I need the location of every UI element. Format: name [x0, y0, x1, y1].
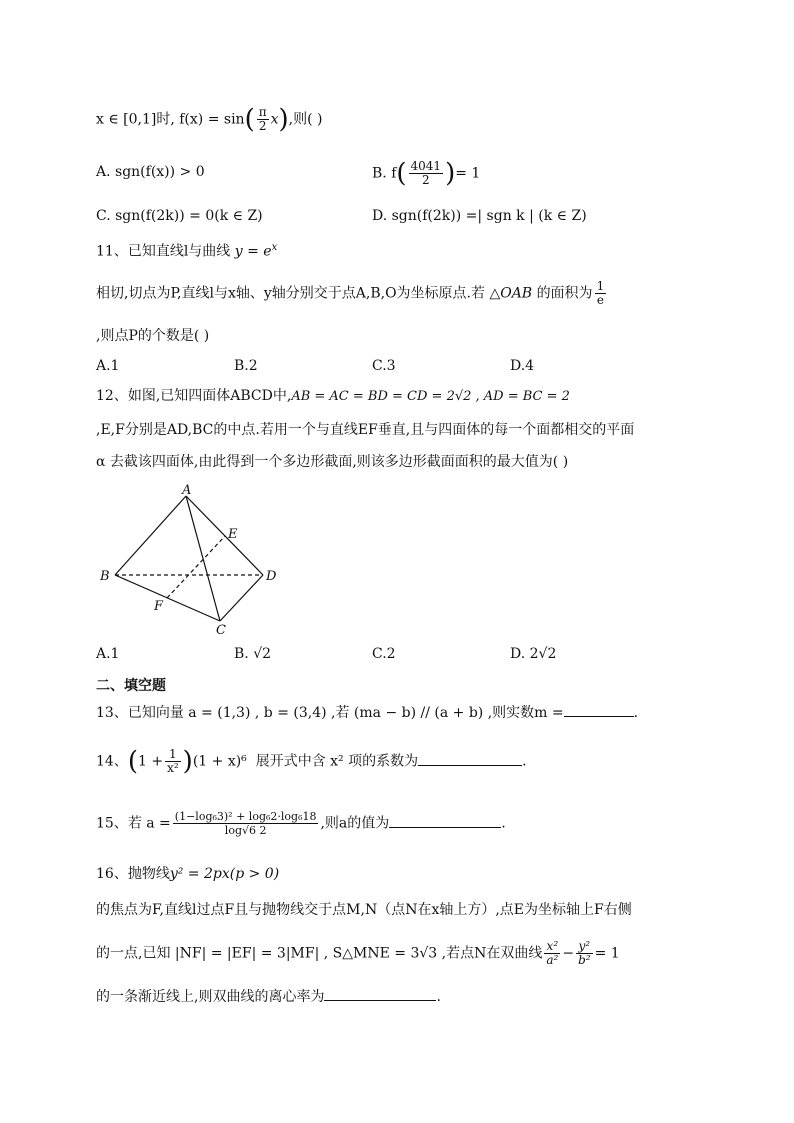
- edge-ab: [115, 496, 186, 575]
- q16-line1: 16、抛物线y² = 2px(p > 0): [96, 866, 280, 882]
- q15-answer-blank[interactable]: [389, 813, 501, 828]
- q14-answer-blank[interactable]: [418, 751, 522, 766]
- q16-line4: 的一条渐近线上,则双曲线的离心率为 .: [96, 986, 441, 1007]
- tetrahedron-figure: [96, 482, 296, 637]
- q12-option-c[interactable]: C.2: [372, 646, 396, 662]
- q12-option-a[interactable]: A.1: [96, 646, 120, 662]
- q16-line2: 的焦点为F,直线l过点F且与抛物线交于点M,N（点N在x轴上方）,点E为坐标轴上F右侧: [96, 902, 632, 918]
- edge-ad: [186, 496, 263, 575]
- q11-option-b[interactable]: B.2: [234, 358, 258, 374]
- label-f: F: [154, 599, 164, 614]
- segment-ef: [167, 536, 225, 598]
- q11-line3: ,则点P的个数是( ): [96, 328, 210, 344]
- label-c: C: [216, 623, 226, 637]
- q12-option-d[interactable]: D. 2√2: [510, 646, 557, 662]
- q11-option-d[interactable]: D.4: [510, 358, 535, 374]
- q13: 13、已知向量 a = (1,3) , b = (3,4) ,若 (ma − b) // (a + b) ,则实数m = .: [96, 702, 638, 723]
- q11-option-c[interactable]: C.3: [372, 358, 396, 374]
- q14: 14、(1 + $\frac{1}{\text{x²}}$ )(1 + x)⁶ 展开式中含 x² 项的系数为 .: [96, 746, 527, 777]
- q13-answer-blank[interactable]: [564, 702, 634, 717]
- q12-line3: α 去截该四面体,由此得到一个多边形截面,则该多边形截面面积的最大值为( ): [96, 454, 569, 470]
- q11-line2: 相切,切点为P,直线l与x轴、y轴分别交于点A,B,O为坐标原点.若 △OAB 的面积为 $\frac{1}{e}$: [96, 279, 605, 307]
- label-b: B: [100, 569, 110, 584]
- label-d: D: [266, 569, 277, 584]
- section-title-fill-blank: 二、填空题: [96, 678, 166, 694]
- q16-answer-blank[interactable]: [324, 986, 436, 1001]
- q12-line1: 12、如图,已知四面体ABCD中,AB = AC = BD = CD = 2√2 , AD = BC = 2: [96, 388, 570, 404]
- q12-option-b[interactable]: B. √2: [234, 646, 272, 662]
- q11-line1: 11、已知直线l与曲线 $y = e^x$: [96, 242, 278, 260]
- edge-cd: [220, 575, 263, 621]
- q10-option-c[interactable]: C. sgn(f(2k)) = 0(k ∈ Z): [96, 208, 263, 224]
- edge-ac: [186, 496, 220, 621]
- q15: 15、若 a = $\frac{\text{(1−log₆3)² + log₆2·log₆18}}{\log√6 2}$ ,则a的值为 .: [96, 810, 506, 837]
- label-e: E: [228, 527, 238, 542]
- q11-option-a[interactable]: A.1: [96, 358, 120, 374]
- q16-line3: 的一点,已知 |NF| = |EF| = 3|MF| , S△MNE = 3√3 ,若点N在双曲线 $\frac{\text{x²}}{\text{a²}}$ − $\frac{\text{y²}}{\text{b²}}$ = 1: [96, 939, 620, 967]
- label-a: A: [182, 483, 192, 498]
- q10-condition: x ∈ [0,1]时, f(x) = sin( $\frac{\pi}{2}$ x),则( ): [96, 104, 323, 135]
- q12-line2: ,E,F分别是AD,BC的中点.若用一个与直线EF垂直,且与四面体的每一个面都相交的平面: [96, 422, 635, 438]
- q10-option-d[interactable]: D. sgn(f(2k)) =| sgn k | (k ∈ Z): [372, 208, 587, 224]
- q10-option-a[interactable]: A. sgn(f(x)) > 0: [96, 164, 205, 180]
- q10-option-b[interactable]: B. f( $\frac{4041}{2}$ )= 1: [372, 158, 481, 189]
